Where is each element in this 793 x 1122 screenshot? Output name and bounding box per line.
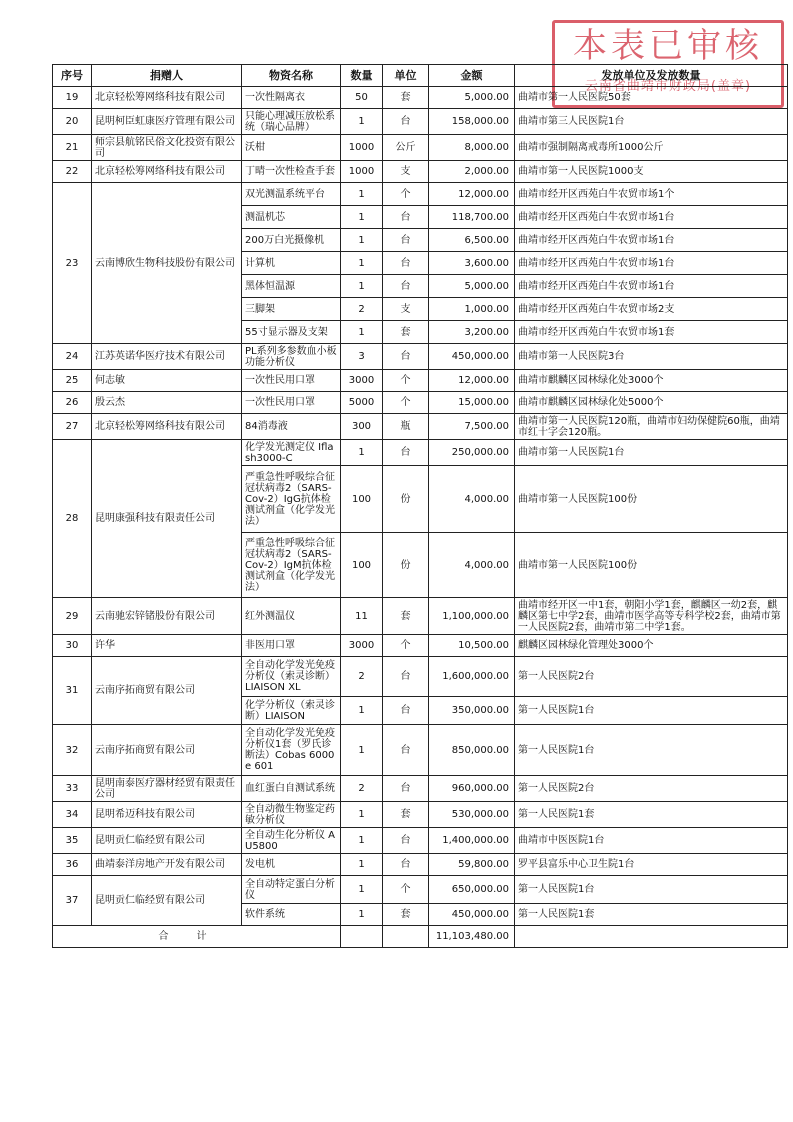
donor-cell: 殷云杰 [92, 392, 242, 414]
total-distribution-cell [515, 926, 788, 948]
amount-cell: 10,500.00 [429, 635, 515, 657]
item-cell: 丁晴一次性检查手套 [242, 161, 341, 183]
table-row [53, 854, 788, 876]
col-header-unit: 单位 [383, 65, 429, 87]
row-no: 20 [53, 109, 92, 135]
unit-cell: 台 [383, 109, 429, 135]
unit-cell: 公斤 [383, 135, 429, 161]
item-cell: 55寸显示器及支架 [242, 321, 341, 344]
amount-cell: 960,000.00 [429, 776, 515, 802]
qty-cell: 1 [341, 275, 383, 298]
unit-cell: 套 [383, 802, 429, 828]
stamp-subtext: 云南省曲靖市财政局(盖章) [584, 79, 752, 94]
unit-cell: 台 [383, 657, 429, 697]
amount-cell: 118,700.00 [429, 206, 515, 229]
table-row [53, 414, 788, 440]
table-row [53, 802, 788, 828]
amount-cell: 59,800.00 [429, 854, 515, 876]
unit-cell: 台 [383, 776, 429, 802]
distribution-cell: 曲靖市经开区西苑白牛农贸市场1套 [515, 321, 788, 344]
item-cell: 一次性民用口罩 [242, 392, 341, 414]
table-row [53, 657, 788, 697]
donor-cell: 昆明希迈科技有限公司 [92, 802, 242, 828]
distribution-cell: 第一人民医院1套 [515, 904, 788, 926]
qty-cell: 1 [341, 321, 383, 344]
amount-cell: 2,000.00 [429, 161, 515, 183]
qty-cell: 5000 [341, 392, 383, 414]
distribution-cell: 曲靖市麒麟区园林绿化处3000个 [515, 370, 788, 392]
qty-cell: 1 [341, 183, 383, 206]
row-no: 29 [53, 598, 92, 635]
distribution-cell: 曲靖市强制隔离戒毒所1000公斤 [515, 135, 788, 161]
unit-cell: 支 [383, 298, 429, 321]
row-no: 27 [53, 414, 92, 440]
amount-cell: 5,000.00 [429, 87, 515, 109]
donor-cell: 云南博欣生物科技股份有限公司 [92, 183, 242, 344]
item-cell: 血红蛋白自测试系统 [242, 776, 341, 802]
amount-cell: 12,000.00 [429, 370, 515, 392]
qty-cell: 2 [341, 657, 383, 697]
item-cell: 发电机 [242, 854, 341, 876]
donor-cell: 云南序拓商贸有限公司 [92, 657, 242, 725]
donor-cell: 江苏英诺华医疗技术有限公司 [92, 344, 242, 370]
distribution-cell: 曲靖市经开区西苑白牛农贸市场1个 [515, 183, 788, 206]
qty-cell: 1 [341, 229, 383, 252]
amount-cell: 5,000.00 [429, 275, 515, 298]
row-no: 31 [53, 657, 92, 725]
distribution-cell: 第一人民医院2台 [515, 657, 788, 697]
distribution-cell: 第一人民医院1台 [515, 697, 788, 725]
item-cell: 全自动特定蛋白分析仪 [242, 876, 341, 904]
item-cell: 一次性隔离衣 [242, 87, 341, 109]
qty-cell: 1 [341, 697, 383, 725]
donor-cell: 昆明南泰医疗器材经贸有限责任公司 [92, 776, 242, 802]
amount-cell: 3,200.00 [429, 321, 515, 344]
distribution-cell: 曲靖市第一人民医院1台 [515, 440, 788, 466]
row-no: 24 [53, 344, 92, 370]
table-row [53, 876, 788, 904]
distribution-cell: 曲靖市第一人民医院1000支 [515, 161, 788, 183]
row-no: 35 [53, 828, 92, 854]
donor-cell: 昆明康强科技有限责任公司 [92, 440, 242, 598]
total-amount: 11,103,480.00 [429, 926, 515, 948]
distribution-cell: 第一人民医院1套 [515, 802, 788, 828]
table-row [53, 725, 788, 776]
col-header-qty: 数量 [341, 65, 383, 87]
item-cell: 化学分析仪（索灵诊断）LIAISON [242, 697, 341, 725]
donor-cell: 云南序拓商贸有限公司 [92, 725, 242, 776]
distribution-cell: 第一人民医院2台 [515, 776, 788, 802]
item-cell: 计算机 [242, 252, 341, 275]
unit-cell: 套 [383, 87, 429, 109]
amount-cell: 250,000.00 [429, 440, 515, 466]
qty-cell: 1 [341, 854, 383, 876]
unit-cell: 台 [383, 206, 429, 229]
unit-cell: 台 [383, 275, 429, 298]
distribution-cell: 第一人民医院1台 [515, 725, 788, 776]
item-cell: PL系列多参数血小板功能分析仪 [242, 344, 341, 370]
distribution-cell: 曲靖市经开区西苑白牛农贸市场1台 [515, 275, 788, 298]
unit-cell: 套 [383, 598, 429, 635]
donor-cell: 昆明贡仁临经贸有限公司 [92, 828, 242, 854]
row-no: 21 [53, 135, 92, 161]
distribution-cell: 曲靖市第一人民医院50套 [515, 87, 788, 109]
row-no: 32 [53, 725, 92, 776]
col-header-distribution: 发放单位及发放数量 [515, 65, 788, 87]
donor-cell: 许华 [92, 635, 242, 657]
item-cell: 只能心理减压放松系统（瑞心品牌） [242, 109, 341, 135]
amount-cell: 15,000.00 [429, 392, 515, 414]
unit-cell: 台 [383, 252, 429, 275]
row-no: 37 [53, 876, 92, 926]
table-row [53, 598, 788, 635]
row-no: 23 [53, 183, 92, 344]
qty-cell: 3 [341, 344, 383, 370]
unit-cell: 台 [383, 854, 429, 876]
qty-cell: 11 [341, 598, 383, 635]
row-no: 22 [53, 161, 92, 183]
table-row [53, 87, 788, 109]
amount-cell: 1,000.00 [429, 298, 515, 321]
qty-cell: 1 [341, 206, 383, 229]
item-cell: 沃柑 [242, 135, 341, 161]
qty-cell: 1 [341, 725, 383, 776]
col-header-item: 物资名称 [242, 65, 341, 87]
donor-cell: 曲靖泰洋房地产开发有限公司 [92, 854, 242, 876]
table-row [53, 635, 788, 657]
qty-cell: 1 [341, 828, 383, 854]
item-cell: 黑体恒温源 [242, 275, 341, 298]
distribution-cell: 曲靖市第一人民医院120瓶，曲靖市妇幼保健院60瓶，曲靖市红十字会120瓶。 [515, 414, 788, 440]
item-cell: 严重急性呼吸综合征冠状病毒2（SARS-Cov-2）IgM抗体检测试剂盒（化学发光法） [242, 533, 341, 598]
qty-cell: 1 [341, 904, 383, 926]
distribution-cell: 曲靖市经开区西苑白牛农贸市场1台 [515, 206, 788, 229]
unit-cell: 台 [383, 440, 429, 466]
table-row [53, 370, 788, 392]
amount-cell: 450,000.00 [429, 344, 515, 370]
table-row [53, 828, 788, 854]
qty-cell: 1000 [341, 135, 383, 161]
donor-cell: 北京轻松筹网络科技有限公司 [92, 87, 242, 109]
distribution-cell: 罗平县富乐中心卫生院1台 [515, 854, 788, 876]
distribution-cell: 曲靖市第三人民医院1台 [515, 109, 788, 135]
item-cell: 严重急性呼吸综合征冠状病毒2（SARS-Cov-2）IgG抗体检测试剂盒（化学发光法） [242, 466, 341, 533]
item-cell: 84消毒液 [242, 414, 341, 440]
qty-cell: 100 [341, 466, 383, 533]
amount-cell: 7,500.00 [429, 414, 515, 440]
table-row [53, 109, 788, 135]
unit-cell: 台 [383, 828, 429, 854]
unit-cell: 台 [383, 725, 429, 776]
row-no: 25 [53, 370, 92, 392]
qty-cell: 2 [341, 298, 383, 321]
table-row [53, 135, 788, 161]
distribution-cell: 第一人民医院1台 [515, 876, 788, 904]
row-no: 33 [53, 776, 92, 802]
qty-cell: 300 [341, 414, 383, 440]
item-cell: 软件系统 [242, 904, 341, 926]
amount-cell: 850,000.00 [429, 725, 515, 776]
unit-cell: 份 [383, 533, 429, 598]
unit-cell: 支 [383, 161, 429, 183]
table-row [53, 440, 788, 466]
donor-cell: 何志敏 [92, 370, 242, 392]
table-row [53, 161, 788, 183]
qty-cell: 1 [341, 440, 383, 466]
unit-cell: 个 [383, 370, 429, 392]
donor-cell: 师宗县航铭民俗文化投资有限公司 [92, 135, 242, 161]
donor-cell: 云南驰宏锌锗股份有限公司 [92, 598, 242, 635]
distribution-cell: 曲靖市第一人民医院100份 [515, 533, 788, 598]
unit-cell: 台 [383, 229, 429, 252]
amount-cell: 350,000.00 [429, 697, 515, 725]
donation-table [52, 64, 788, 948]
col-header-no: 序号 [53, 65, 92, 87]
unit-cell: 份 [383, 466, 429, 533]
qty-cell: 1 [341, 876, 383, 904]
total-qty-cell [341, 926, 383, 948]
unit-cell: 个 [383, 392, 429, 414]
distribution-cell: 曲靖市经开区西苑白牛农贸市场1台 [515, 229, 788, 252]
row-no: 36 [53, 854, 92, 876]
amount-cell: 650,000.00 [429, 876, 515, 904]
distribution-cell: 麒麟区园林绿化管理处3000个 [515, 635, 788, 657]
row-no: 34 [53, 802, 92, 828]
unit-cell: 个 [383, 183, 429, 206]
amount-cell: 6,500.00 [429, 229, 515, 252]
unit-cell: 台 [383, 697, 429, 725]
item-cell: 全自动化学发光免疫分析仪1套（罗氏诊断法）Cobas 6000 e 601 [242, 725, 341, 776]
amount-cell: 1,600,000.00 [429, 657, 515, 697]
qty-cell: 2 [341, 776, 383, 802]
total-label: 合计 [53, 926, 341, 948]
qty-cell: 100 [341, 533, 383, 598]
item-cell: 200万白光摄像机 [242, 229, 341, 252]
amount-cell: 12,000.00 [429, 183, 515, 206]
table-row [53, 776, 788, 802]
stamp-text: 本表已审核 [573, 26, 763, 66]
total-row [53, 926, 788, 948]
donor-cell: 昆明柯臣虹康医疗管理有限公司 [92, 109, 242, 135]
donor-cell: 北京轻松筹网络科技有限公司 [92, 414, 242, 440]
qty-cell: 1 [341, 802, 383, 828]
item-cell: 全自动化学发光免疫分析仪（索灵诊断）LIAISON XL [242, 657, 341, 697]
item-cell: 双光测温系统平台 [242, 183, 341, 206]
distribution-cell: 曲靖市第一人民医院100份 [515, 466, 788, 533]
qty-cell: 3000 [341, 635, 383, 657]
donor-cell: 昆明贡仁临经贸有限公司 [92, 876, 242, 926]
unit-cell: 台 [383, 344, 429, 370]
amount-cell: 4,000.00 [429, 466, 515, 533]
row-no: 28 [53, 440, 92, 598]
row-no: 30 [53, 635, 92, 657]
header-row [53, 65, 788, 87]
donor-cell: 北京轻松筹网络科技有限公司 [92, 161, 242, 183]
row-no: 26 [53, 392, 92, 414]
amount-cell: 450,000.00 [429, 904, 515, 926]
unit-cell: 个 [383, 635, 429, 657]
unit-cell: 个 [383, 876, 429, 904]
amount-cell: 3,600.00 [429, 252, 515, 275]
distribution-cell: 曲靖市第一人民医院3台 [515, 344, 788, 370]
row-no: 19 [53, 87, 92, 109]
col-header-amount: 金额 [429, 65, 515, 87]
qty-cell: 1 [341, 252, 383, 275]
unit-cell: 瓶 [383, 414, 429, 440]
item-cell: 三脚架 [242, 298, 341, 321]
qty-cell: 50 [341, 87, 383, 109]
col-header-donor: 捐赠人 [92, 65, 242, 87]
item-cell: 一次性民用口罩 [242, 370, 341, 392]
amount-cell: 1,100,000.00 [429, 598, 515, 635]
amount-cell: 530,000.00 [429, 802, 515, 828]
amount-cell: 4,000.00 [429, 533, 515, 598]
item-cell: 非医用口罩 [242, 635, 341, 657]
item-cell: 全自动微生物鉴定药敏分析仪 [242, 802, 341, 828]
amount-cell: 1,400,000.00 [429, 828, 515, 854]
qty-cell: 1 [341, 109, 383, 135]
distribution-cell: 曲靖市麒麟区园林绿化处5000个 [515, 392, 788, 414]
distribution-cell: 曲靖市经开区西苑白牛农贸市场1台 [515, 252, 788, 275]
item-cell: 全自动生化分析仪 AU5800 [242, 828, 341, 854]
distribution-cell: 曲靖市经开区一中1套，朝阳小学1套，麒麟区一幼2套，麒麟区第七中学2套，曲靖市医学高等专科学校2套，曲靖市第一人民医院2套，曲靖市第二中学1套。 [515, 598, 788, 635]
qty-cell: 3000 [341, 370, 383, 392]
qty-cell: 1000 [341, 161, 383, 183]
total-unit-cell [383, 926, 429, 948]
item-cell: 红外测温仪 [242, 598, 341, 635]
unit-cell: 套 [383, 321, 429, 344]
unit-cell: 套 [383, 904, 429, 926]
table-row [53, 392, 788, 414]
distribution-cell: 曲靖市中医医院1台 [515, 828, 788, 854]
table-row [53, 344, 788, 370]
amount-cell: 8,000.00 [429, 135, 515, 161]
item-cell: 化学发光测定仪 Iflash3000-C [242, 440, 341, 466]
distribution-cell: 曲靖市经开区西苑白牛农贸市场2支 [515, 298, 788, 321]
item-cell: 测温机芯 [242, 206, 341, 229]
table-row [53, 183, 788, 206]
amount-cell: 158,000.00 [429, 109, 515, 135]
